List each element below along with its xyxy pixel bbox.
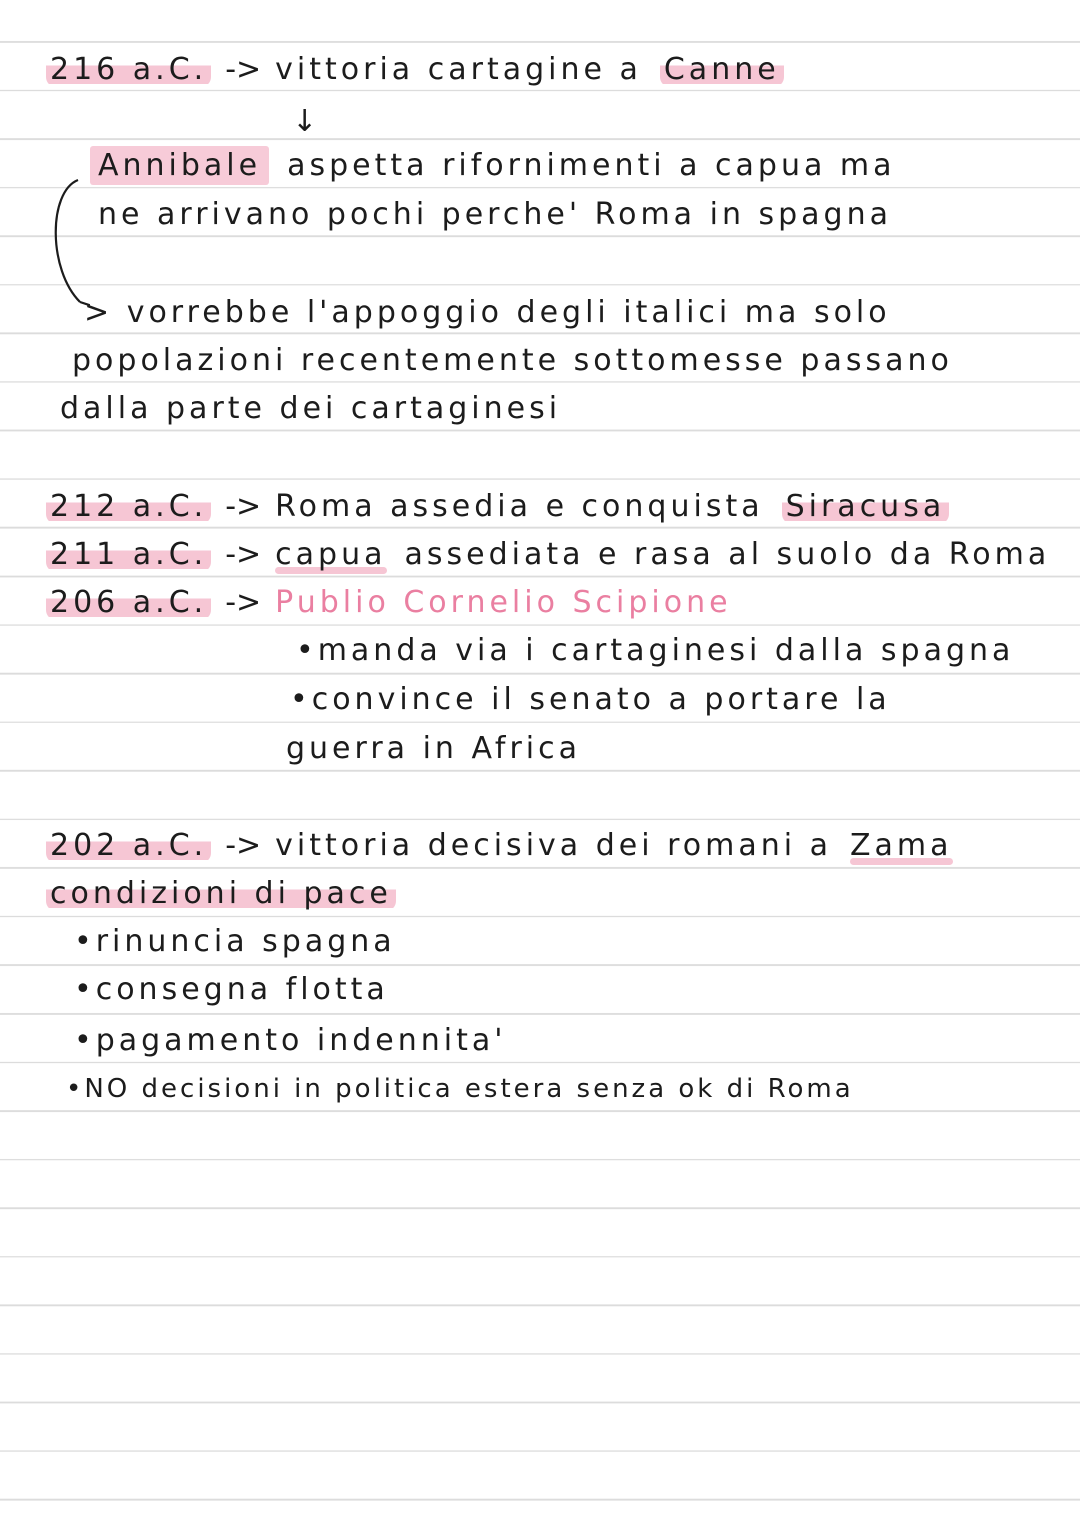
- bullet-icon: •: [290, 682, 312, 717]
- arrow-icon: ->: [225, 489, 262, 524]
- text-211: assediata e rasa al suolo da Roma: [404, 537, 1051, 572]
- arrow-icon: ->: [225, 585, 262, 620]
- bullet-icon: •: [74, 1023, 96, 1058]
- line-pochi: ne arrivano pochi perche' Roma in spagna: [98, 197, 892, 232]
- person-scipione: Publio Cornelio Scipione: [275, 585, 732, 620]
- place-capua: capua: [275, 537, 387, 572]
- condition-text: pagamento indennita': [95, 1023, 507, 1058]
- text-212: Roma assedia e conquista: [275, 489, 764, 524]
- conditions-heading: condizioni di pace: [46, 876, 396, 911]
- date-202: 202 a.C.: [46, 828, 211, 863]
- arrow-icon: ->: [225, 52, 262, 87]
- line-guerra-africa: guerra in Africa: [286, 731, 582, 766]
- condition-item: [74, 972, 389, 1008]
- line-212: [46, 489, 949, 525]
- bullet-icon: •: [74, 924, 96, 959]
- condition-text: NO decisioni in politica estera senza ok di Roma: [84, 1074, 854, 1104]
- bullet-icon: •: [66, 1074, 85, 1104]
- text-216: vittoria cartagine a: [275, 52, 642, 87]
- bullet-convince: [290, 682, 891, 718]
- text-manda: manda via i cartaginesi dalla spagna: [317, 633, 1015, 668]
- arrow-icon: ->: [225, 828, 262, 863]
- condition-item: [74, 1023, 507, 1059]
- name-annibale: Annibale: [90, 146, 269, 185]
- text-annibale: aspetta rifornimenti a capua ma: [287, 148, 896, 183]
- arrow-right-icon: >: [84, 295, 127, 330]
- date-216: 216 a.C.: [46, 52, 211, 87]
- line-206: [46, 585, 732, 621]
- line-211: [46, 537, 1050, 573]
- bullet-icon: •: [74, 972, 96, 1007]
- text-202: vittoria decisiva dei romani a: [275, 828, 832, 863]
- bracket-arrow-icon: [40, 170, 90, 310]
- condition-item: [74, 924, 396, 960]
- place-canne: Canne: [660, 52, 784, 87]
- line-popolazioni: popolazioni recentemente sottomesse passano: [72, 343, 953, 378]
- date-206: 206 a.C.: [46, 585, 211, 620]
- text-vorrebbe: vorrebbe l'appoggio degli italici ma solo: [126, 295, 891, 330]
- date-212: 212 a.C.: [46, 489, 211, 524]
- place-siracusa: Siracusa: [782, 489, 950, 524]
- bullet-icon: •: [296, 633, 318, 668]
- date-211: 211 a.C.: [46, 537, 211, 572]
- down-arrow-icon: ↓: [292, 104, 318, 139]
- condition-text: rinuncia spagna: [95, 924, 396, 959]
- line-202: [46, 828, 953, 864]
- conditions-title: [46, 876, 396, 912]
- line-216: [46, 52, 784, 88]
- condition-text: consegna flotta: [95, 972, 389, 1007]
- place-zama: Zama: [849, 828, 953, 863]
- condition-item: [66, 1071, 854, 1107]
- arrow-icon: ->: [225, 537, 262, 572]
- bullet-manda: [296, 633, 1014, 669]
- line-dalla-parte: dalla parte dei cartaginesi: [60, 391, 562, 426]
- line-annibale: [90, 148, 896, 184]
- line-vorrebbe: [84, 295, 891, 331]
- text-convince: convince il senato a portare la: [311, 682, 891, 717]
